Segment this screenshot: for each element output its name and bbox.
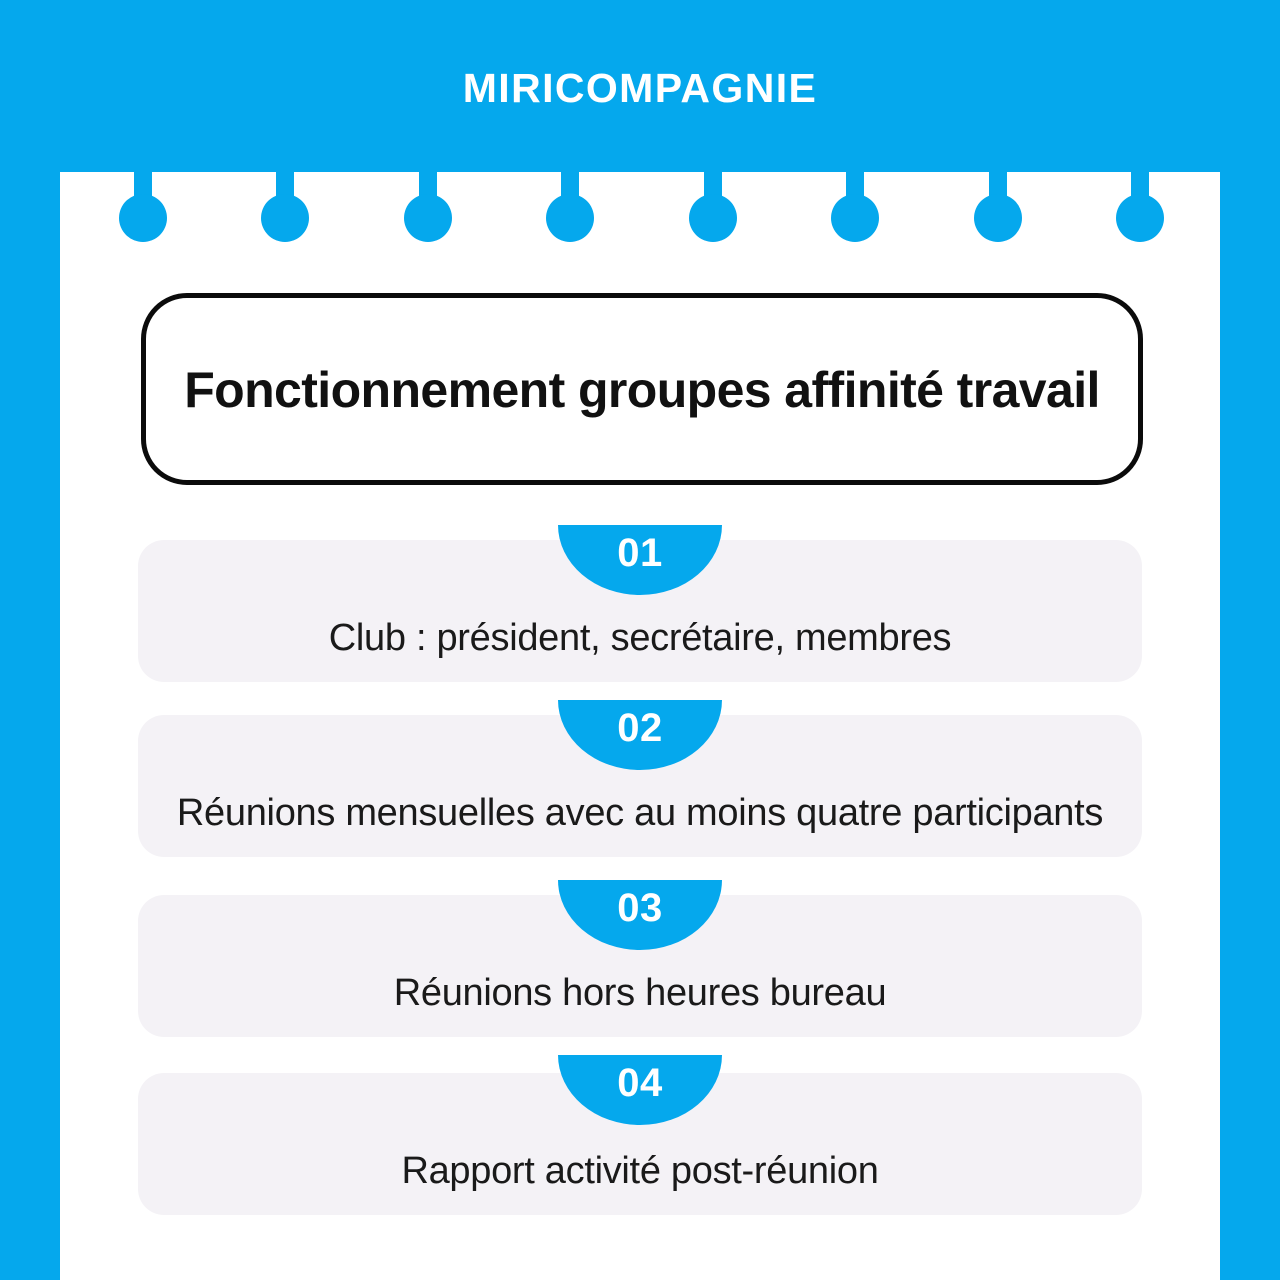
step-card-body: [138, 949, 1142, 1037]
step-card-body: [138, 594, 1142, 682]
step-text: Réunions mensuelles avec au moins quatre participants: [176, 792, 1104, 834]
step-number: 04: [617, 1061, 663, 1105]
title-card: [141, 293, 1143, 485]
step-card-body: [138, 1127, 1142, 1215]
step-card-body: [138, 769, 1142, 857]
brand-header: [0, 0, 1280, 172]
step-text: Club : président, secrétaire, membres: [328, 617, 952, 659]
step-number: 02: [617, 706, 663, 750]
step-number: 03: [617, 886, 663, 930]
brand-title: MIRICOMPAGNIE: [462, 64, 818, 111]
step-text: Rapport activité post-réunion: [401, 1150, 879, 1192]
page-title: Fonctionnement groupes affinité travail: [184, 362, 1100, 418]
step-number: 01: [617, 531, 663, 575]
step-text: Réunions hors heures bureau: [393, 972, 887, 1014]
